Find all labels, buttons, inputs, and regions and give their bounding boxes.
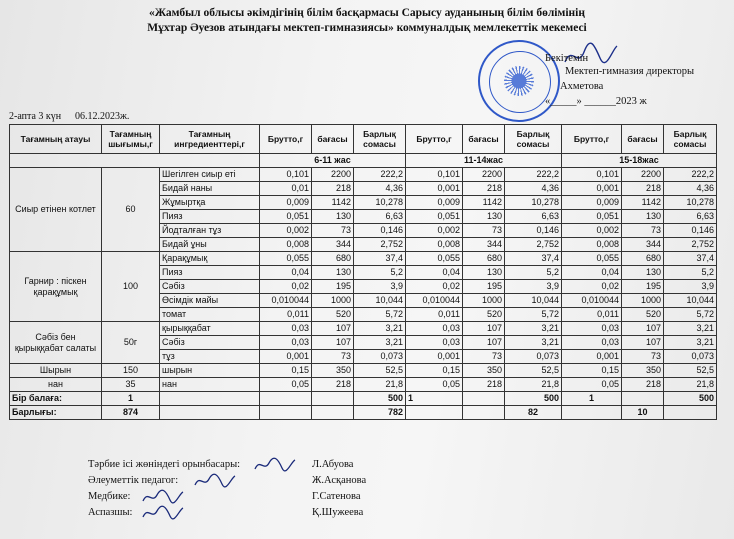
ingredient-value: 0,001 — [406, 350, 463, 364]
dish-name: нан — [10, 378, 102, 392]
per-child-qty: 1 — [102, 392, 160, 406]
ingredient-name: Қарақұмық — [160, 252, 260, 266]
ingredient-value: 350 — [622, 364, 664, 378]
ingredient-value: 130 — [622, 210, 664, 224]
ingredient-value: 0,02 — [260, 280, 312, 294]
ingredient-value: 10,044 — [505, 294, 562, 308]
column-header: Тағамның шығымы,г — [102, 125, 160, 154]
ingredient-value: 73 — [312, 350, 354, 364]
approval-position: Мектеп-гимназия директоры — [565, 66, 695, 77]
ingredient-value: 3,9 — [354, 280, 406, 294]
ingredient-value: 21,8 — [664, 378, 717, 392]
age-group-6-11: 6-11 жас — [260, 154, 406, 168]
approval-label: Бекітемін — [545, 53, 589, 64]
ingredient-value: 107 — [463, 336, 505, 350]
ingredient-value: 520 — [463, 308, 505, 322]
ingredient-value: 0,101 — [260, 168, 312, 182]
ingredient-value: 0,011 — [406, 308, 463, 322]
column-header: Барлық сомасы — [664, 125, 717, 154]
ingredient-value: 4,36 — [664, 182, 717, 196]
ingredient-value: 680 — [622, 252, 664, 266]
ingredient-value: 130 — [463, 266, 505, 280]
per-child-row — [10, 392, 717, 406]
ingredient-value: 3,9 — [505, 280, 562, 294]
ingredient-value: 0,051 — [260, 210, 312, 224]
ingredient-value: 0,009 — [406, 196, 463, 210]
column-header: бағасы — [622, 125, 664, 154]
per-child-label: Бір балаға: — [10, 392, 102, 406]
ingredient-value: 0,009 — [260, 196, 312, 210]
ingredient-value: 0,051 — [406, 210, 463, 224]
ingredient-value: 0,010044 — [406, 294, 463, 308]
ingredient-name: қырыққабат — [160, 322, 260, 336]
ingredient-name: Сәбіз — [160, 280, 260, 294]
ingredient-value: 130 — [622, 266, 664, 280]
ingredient-value: 218 — [312, 182, 354, 196]
ingredient-name: Шегілген сиыр еті — [160, 168, 260, 182]
ingredient-value: 0,101 — [562, 168, 622, 182]
ingredient-value: 130 — [312, 266, 354, 280]
ingredient-value: 107 — [312, 336, 354, 350]
menu-date: 06.12.2023ж. — [75, 111, 130, 122]
ingredient-value: 6,63 — [354, 210, 406, 224]
ingredient-value: 218 — [312, 378, 354, 392]
ingredient-value: 52,5 — [505, 364, 562, 378]
ingredient-value: 195 — [463, 280, 505, 294]
ingredient-name: Пияз — [160, 266, 260, 280]
ingredient-value: 0,146 — [664, 224, 717, 238]
ingredient-value: 3,21 — [664, 322, 717, 336]
age-group-15-18: 15-18жас — [562, 154, 717, 168]
totals-value-3: 82 — [505, 406, 562, 420]
ingredient-name: шырын — [160, 364, 260, 378]
signature-name: Л.Абуова — [312, 459, 354, 470]
column-header: Тағамның атауы — [10, 125, 102, 154]
ingredient-value: 107 — [622, 336, 664, 350]
ingredient-value: 2,752 — [354, 238, 406, 252]
week-day: 2-апта 3 күн — [9, 111, 62, 122]
ingredient-value: 0,15 — [562, 364, 622, 378]
ingredient-value: 0,03 — [406, 336, 463, 350]
ingredient-value: 1000 — [312, 294, 354, 308]
ingredient-value: 195 — [312, 280, 354, 294]
header-line-2: Мұхтар Әуезов атындағы мектеп-гимназиясы» коммуналдық мемлекеттік мекемесі — [147, 22, 587, 34]
ingredient-value: 5,72 — [505, 308, 562, 322]
ingredient-value: 3,21 — [505, 322, 562, 336]
ingredient-value: 344 — [463, 238, 505, 252]
column-header: Барлық сомасы — [505, 125, 562, 154]
ingredient-value: 10,044 — [664, 294, 717, 308]
ingredient-value: 52,5 — [664, 364, 717, 378]
per-child-price-2: 500 — [505, 392, 562, 406]
ingredient-value: 73 — [463, 224, 505, 238]
ingredient-value: 0,101 — [406, 168, 463, 182]
ingredient-value: 218 — [622, 182, 664, 196]
ingredient-value: 21,8 — [505, 378, 562, 392]
ingredient-value: 6,63 — [505, 210, 562, 224]
ingredient-name: Бидай ұны — [160, 238, 260, 252]
ingredient-value: 4,36 — [354, 182, 406, 196]
ingredient-value: 218 — [463, 378, 505, 392]
signature-name: Г.Сатенова — [312, 491, 361, 502]
column-header: бағасы — [312, 125, 354, 154]
per-child-price-1: 500 — [354, 392, 406, 406]
ingredient-value: 5,72 — [354, 308, 406, 322]
totals-value-1: 874 — [102, 406, 160, 420]
totals-row — [10, 406, 717, 420]
ingredient-value: 195 — [622, 280, 664, 294]
ingredient-value: 73 — [622, 350, 664, 364]
dish-yield: 35 — [102, 378, 160, 392]
ingredient-value: 3,21 — [354, 336, 406, 350]
ingredient-value: 0,03 — [406, 322, 463, 336]
totals-value-4: 10 — [622, 406, 664, 420]
ingredient-name: Жұмыртқа — [160, 196, 260, 210]
handwritten-signature — [140, 504, 186, 522]
ingredient-value: 0,02 — [562, 280, 622, 294]
column-header: Брутто,г — [406, 125, 463, 154]
ingredient-value: 350 — [312, 364, 354, 378]
ingredient-row — [10, 322, 717, 336]
column-header: Барлық сомасы — [354, 125, 406, 154]
ingredient-value: 73 — [312, 224, 354, 238]
ingredient-value: 0,001 — [562, 350, 622, 364]
ingredient-value: 222,2 — [505, 168, 562, 182]
ingredient-value: 0,008 — [406, 238, 463, 252]
ingredient-value: 0,055 — [562, 252, 622, 266]
ingredient-value: 0,011 — [260, 308, 312, 322]
ingredient-value: 4,36 — [505, 182, 562, 196]
signature-role: Медбике: — [88, 491, 131, 502]
signature-role: Әлеуметтік педагог: — [88, 475, 179, 486]
ingredient-value: 0,02 — [406, 280, 463, 294]
ingredient-value: 222,2 — [664, 168, 717, 182]
ingredient-value: 107 — [622, 322, 664, 336]
age-group-11-14: 11-14жас — [406, 154, 562, 168]
ingredient-value: 0,002 — [406, 224, 463, 238]
ingredient-row — [10, 364, 717, 378]
column-header: Брутто,г — [562, 125, 622, 154]
dish-name: Гарнир : піскен қарақұмық — [10, 252, 102, 322]
ingredient-value: 37,4 — [505, 252, 562, 266]
ingredient-name: Пияз — [160, 210, 260, 224]
menu-table — [9, 124, 717, 420]
ingredient-value: 680 — [312, 252, 354, 266]
ingredient-value: 0,04 — [562, 266, 622, 280]
ingredient-value: 0,073 — [664, 350, 717, 364]
ingredient-value: 0,002 — [562, 224, 622, 238]
dish-yield: 150 — [102, 364, 160, 378]
ingredient-value: 1142 — [312, 196, 354, 210]
ingredient-value: 1000 — [463, 294, 505, 308]
ingredient-value: 0,05 — [260, 378, 312, 392]
dish-yield: 60 — [102, 168, 160, 252]
approval-date: «_____» ______2023 ж — [545, 96, 647, 107]
ingredient-value: 0,03 — [260, 336, 312, 350]
ingredient-value: 1142 — [463, 196, 505, 210]
ingredient-value: 218 — [463, 182, 505, 196]
ingredient-value: 0,001 — [562, 182, 622, 196]
ingredient-value: 0,146 — [505, 224, 562, 238]
ingredient-value: 5,2 — [354, 266, 406, 280]
ingredient-value: 2200 — [312, 168, 354, 182]
ingredient-value: 0,073 — [354, 350, 406, 364]
ingredient-value: 0,008 — [562, 238, 622, 252]
ingredient-value: 222,2 — [354, 168, 406, 182]
per-child-qty-3: 1 — [562, 392, 622, 406]
ingredient-name: Йодталған тұз — [160, 224, 260, 238]
ingredient-value: 520 — [622, 308, 664, 322]
ingredient-value: 218 — [622, 378, 664, 392]
ingredient-value: 5,2 — [505, 266, 562, 280]
ingredient-value: 37,4 — [664, 252, 717, 266]
ingredient-value: 0,008 — [260, 238, 312, 252]
dish-name: Сәбіз бен қырыққабат салаты — [10, 322, 102, 364]
ingredient-value: 2200 — [463, 168, 505, 182]
totals-label: Барлығы: — [10, 406, 102, 420]
ingredient-value: 1000 — [622, 294, 664, 308]
ingredient-value: 0,002 — [260, 224, 312, 238]
ingredient-name: Сәбіз — [160, 336, 260, 350]
ingredient-value: 2200 — [622, 168, 664, 182]
ingredient-value: 0,05 — [406, 378, 463, 392]
signature-name: Ж.Асқанова — [312, 475, 367, 486]
ingredient-row — [10, 378, 717, 392]
ingredient-name: тұз — [160, 350, 260, 364]
ingredient-value: 5,72 — [664, 308, 717, 322]
ingredient-name: томат — [160, 308, 260, 322]
ingredient-value: 0,146 — [354, 224, 406, 238]
totals-value-2: 782 — [354, 406, 406, 420]
approval-name: Ахметова — [560, 81, 604, 92]
ingredient-value: 2,752 — [505, 238, 562, 252]
ingredient-value: 0,051 — [562, 210, 622, 224]
ingredient-value: 0,01 — [260, 182, 312, 196]
ingredient-value: 0,04 — [260, 266, 312, 280]
per-child-qty-2: 1 — [406, 392, 463, 406]
ingredient-value: 0,001 — [260, 350, 312, 364]
ingredient-value: 0,04 — [406, 266, 463, 280]
ingredient-value: 130 — [312, 210, 354, 224]
signature-name: Қ.Шужеева — [312, 507, 364, 518]
ingredient-value: 0,055 — [260, 252, 312, 266]
ingredient-name: Бидай наны — [160, 182, 260, 196]
ingredient-value: 6,63 — [664, 210, 717, 224]
ingredient-value: 0,15 — [260, 364, 312, 378]
ingredient-value: 3,21 — [505, 336, 562, 350]
ingredient-value: 0,001 — [406, 182, 463, 196]
dish-name: Шырын — [10, 364, 102, 378]
ingredient-value: 0,010044 — [260, 294, 312, 308]
ingredient-value: 0,009 — [562, 196, 622, 210]
ingredient-value: 3,21 — [664, 336, 717, 350]
ingredient-value: 37,4 — [354, 252, 406, 266]
ingredient-value: 520 — [312, 308, 354, 322]
signature-role: Тәрбие ісі жөніндегі орынбасары: — [88, 459, 241, 470]
ingredient-value: 0,15 — [406, 364, 463, 378]
ingredient-row — [10, 252, 717, 266]
ingredient-value: 10,278 — [505, 196, 562, 210]
ingredient-value: 344 — [312, 238, 354, 252]
column-header: Тағамның ингредиенттері,г — [160, 125, 260, 154]
dish-yield: 50г — [102, 322, 160, 364]
ingredient-value: 0,073 — [505, 350, 562, 364]
ingredient-value: 3,9 — [664, 280, 717, 294]
ingredient-value: 0,03 — [260, 322, 312, 336]
ingredient-value: 107 — [312, 322, 354, 336]
dish-yield: 100 — [102, 252, 160, 322]
ingredient-value: 73 — [622, 224, 664, 238]
signature-role: Аспазшы: — [88, 507, 133, 518]
handwritten-signature — [192, 472, 238, 490]
ingredient-value: 73 — [463, 350, 505, 364]
table-header-row — [10, 125, 717, 154]
ingredient-row — [10, 168, 717, 182]
ingredient-value: 52,5 — [354, 364, 406, 378]
ingredient-value: 0,05 — [562, 378, 622, 392]
ingredient-value: 2,752 — [664, 238, 717, 252]
ingredient-value: 344 — [622, 238, 664, 252]
ingredient-name: Өсімдік майы — [160, 294, 260, 308]
column-header: бағасы — [463, 125, 505, 154]
ingredient-value: 0,011 — [562, 308, 622, 322]
ingredient-value: 0,03 — [562, 322, 622, 336]
age-group-row — [10, 154, 717, 168]
ingredient-value: 0,010044 — [562, 294, 622, 308]
ingredient-value: 3,21 — [354, 322, 406, 336]
ingredient-value: 10,278 — [664, 196, 717, 210]
header-line-1: «Жамбыл облысы әкімдігінің білім басқармасы Сарысу ауданының білім бөлімінің — [149, 7, 585, 19]
ingredient-value: 130 — [463, 210, 505, 224]
handwritten-signature — [252, 456, 298, 474]
ingredient-value: 107 — [463, 322, 505, 336]
ingredient-value: 10,278 — [354, 196, 406, 210]
dish-name: Сиыр етінен котлет — [10, 168, 102, 252]
ingredient-value: 21,8 — [354, 378, 406, 392]
ingredient-value: 1142 — [622, 196, 664, 210]
ingredient-name: нан — [160, 378, 260, 392]
ingredient-value: 10,044 — [354, 294, 406, 308]
ingredient-value: 0,055 — [406, 252, 463, 266]
ingredient-value: 350 — [463, 364, 505, 378]
column-header: Брутто,г — [260, 125, 312, 154]
ingredient-value: 0,03 — [562, 336, 622, 350]
per-child-price-3: 500 — [664, 392, 717, 406]
ingredient-value: 680 — [463, 252, 505, 266]
ingredient-value: 5,2 — [664, 266, 717, 280]
